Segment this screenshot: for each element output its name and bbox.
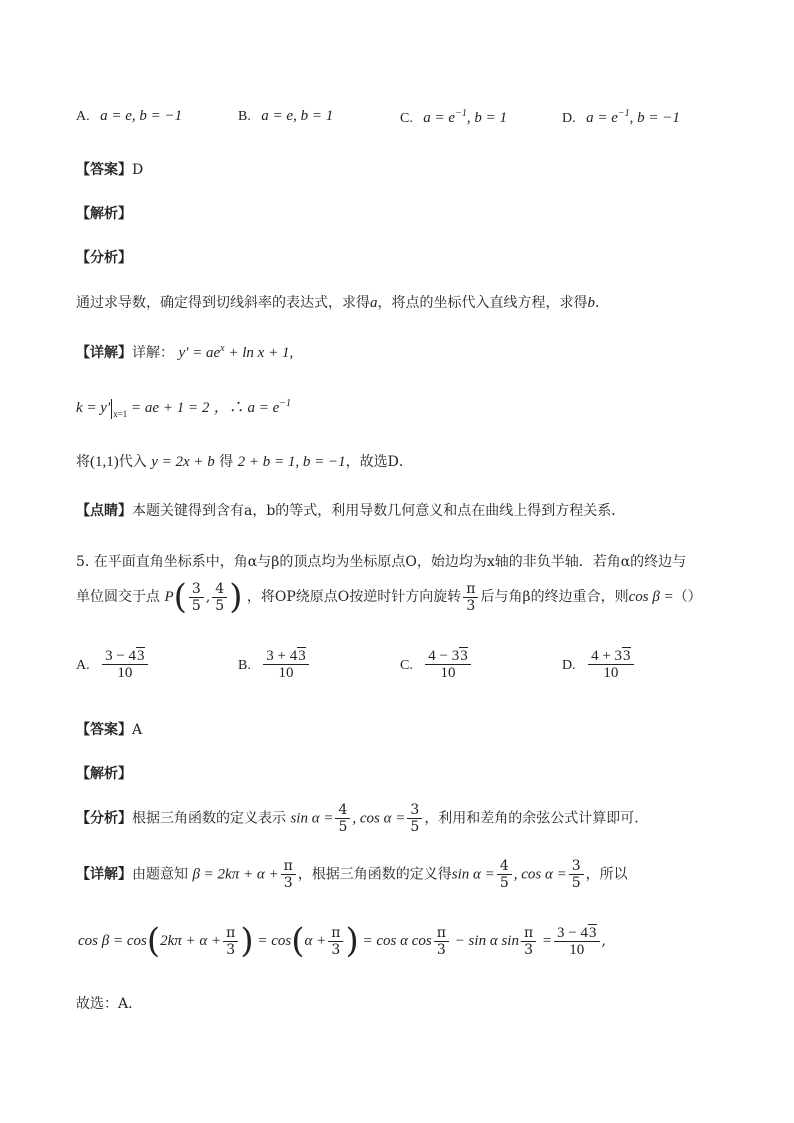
q5-stem-line2: 单位圆交于点 P( $\frac{3}{5}$ , $\frac{4}{5}$ ) ，将OP绕原点O按逆时针方向旋转 $\frac{\pi}{3}$ 后与角β的终边重合，则cos β =（） <box>76 577 702 617</box>
q5-final: 故选：A． <box>76 996 143 1012</box>
q4-option-b: B. a = e, b = 1 <box>238 108 334 124</box>
q4-analysis-heading: 【解析】 <box>76 206 132 222</box>
q5-analysis-heading: 【解析】 <box>76 766 132 782</box>
q4-detail-line3: 将(1,1)代入 y = 2x + b 得 2 + b = 1, b = −1，故选D． <box>76 454 413 470</box>
q4-dianjing: 【点睛】本题关键得到含有a，b的等式，利用导数几何意义和点在曲线上得到方程关系． <box>76 503 626 519</box>
q4-answer: 【答案】D <box>76 162 144 178</box>
q4-detail-line1: 【详解】详解： $y' = ae^x + \ln x + 1$, <box>76 343 294 361</box>
q4-option-c: C. $a = e^{-1}$, b = 1 <box>400 108 507 126</box>
q5-option-b: B. $\frac{3 + 43}{10}$ <box>238 648 311 681</box>
q4-option-a: A. a = e, b = −1 <box>76 108 183 124</box>
q5-fenxi: 【分析】根据三角函数的定义表示 sin α = $\frac{4}{5}$ , cos α = $\frac{3}{5}$ ，利用和差角的余弦公式计算即可. <box>76 802 639 835</box>
q5-option-d: D. $\frac{4 + 33}{10}$ <box>562 648 636 681</box>
q4-fenxi-text: 通过求导数，确定得到切线斜率的表达式，求得a，将点的坐标代入直线方程，求得b． <box>76 295 609 311</box>
q5-answer: 【答案】A <box>76 722 143 738</box>
q5-detail-line1: 【详解】由题意知 β = 2kπ + α + $\frac{\pi}{3}$ ，根据三角函数的定义得sin α = $\frac{4}{5}$ , cos α = $\frac{3}{5}$ ，所以 <box>76 858 628 891</box>
q4-fenxi-heading: 【分析】 <box>76 250 132 266</box>
q5-option-c: C. $\frac{4 - 33}{10}$ <box>400 648 473 681</box>
q4-detail-line2: k = y′ $_{x=1}$ = ae + 1 = 2 ，∴ $a = e^{-1}$ <box>76 398 292 419</box>
q5-stem-line1: 5. 在平面直角坐标系中，角α与β的顶点均为坐标原点O，始边均为x轴的非负半轴．若角α的终边与 <box>76 554 687 570</box>
q5-option-a: A. $\frac{3 - 43}{10}$ <box>76 648 150 681</box>
q4-option-d: D. $a = e^{-1}$, b = −1 <box>562 108 680 126</box>
q5-detail-equation: cos β = cos(2kπ + α + $\frac{\pi}{3}$ ) = cos(α + $\frac{\pi}{3}$ ) = cos α cos $\frac{\pi}{3}$ − sin α sin $\frac{\pi}{3}$ = $\frac{3 - 43}{10}$ , <box>78 921 606 961</box>
